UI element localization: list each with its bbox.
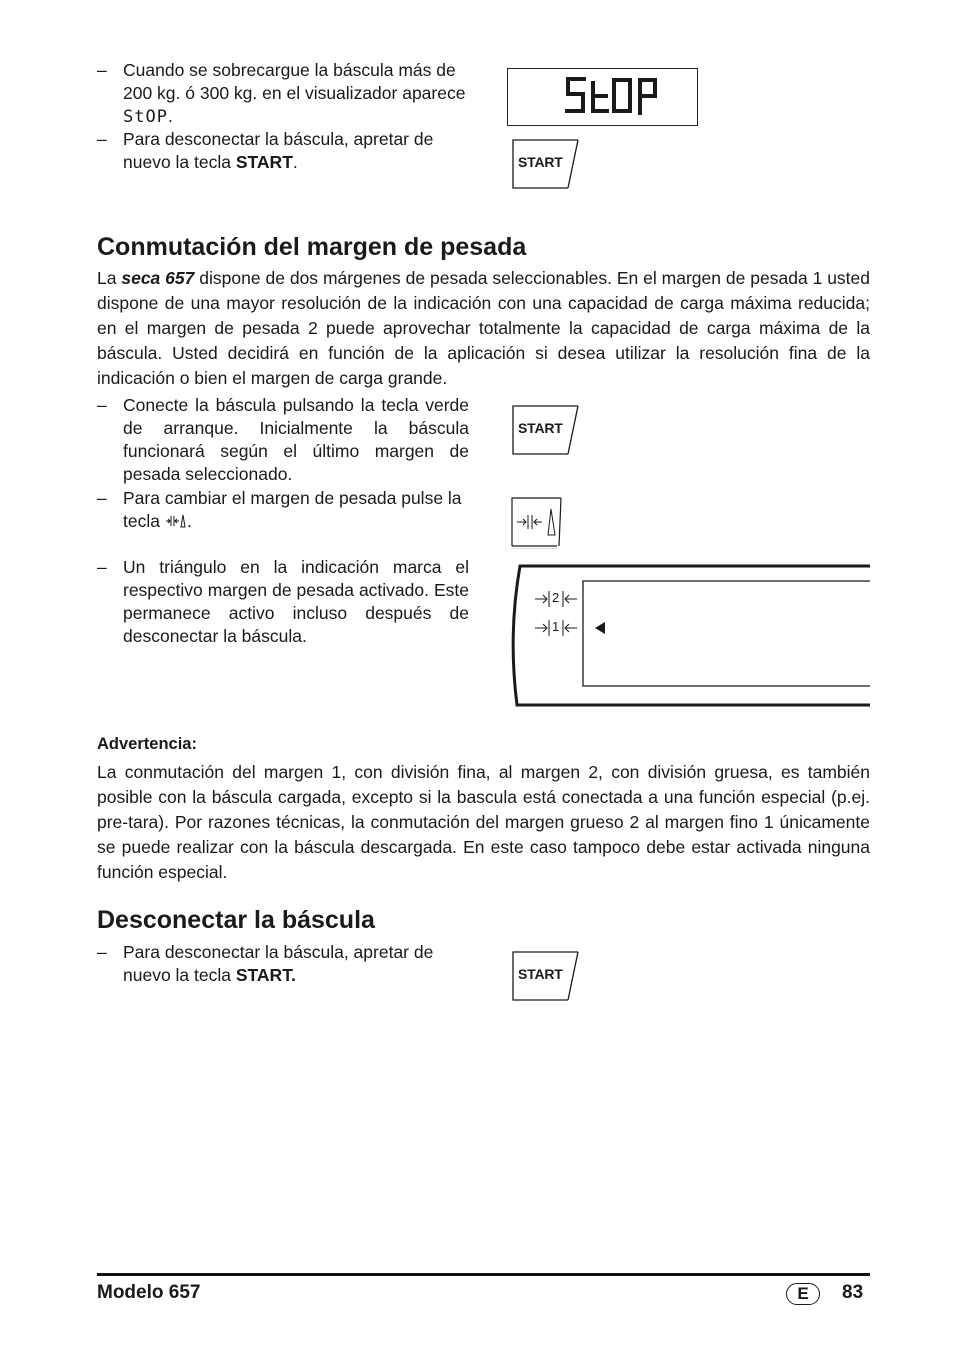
start-key-label: START (518, 154, 563, 170)
warning-text: La conmutación del margen 1, con división fina, al margen 2, con división gruesa, es también posible con la báscula cargada, excepto si la bascula está conectada a una función especial (p.ej. pre-tara). Por razones técnicas, la conmutación del margen grueso 2 al margen fino 1 únicamente se puede realizar con la báscula descargada. En este caso tampoco debe estar activada ninguna función especial. (97, 762, 870, 882)
range-2-label: 2 (552, 590, 560, 605)
footer-lang-badge: E (786, 1283, 820, 1305)
display-frame (505, 562, 871, 710)
lcd-stop-glyphs (508, 69, 696, 124)
start-key-bottom[interactable] (512, 951, 580, 1001)
warning-title: Advertencia: (97, 735, 197, 753)
range-switch-key[interactable] (511, 497, 563, 549)
range-display-panel (505, 562, 871, 710)
start-key-section1[interactable] (512, 405, 580, 455)
bullet-power-on: – Conecte la báscula pulsando la tecla verde de arranque. Inicialmente la báscula funcionará según el último margen de pesada seleccionado. (97, 395, 469, 484)
range-key-icon (165, 512, 187, 530)
active-range-triangle (595, 622, 605, 634)
range-1-label: 1 (552, 619, 560, 634)
start-key-label: START (518, 420, 563, 436)
start-key-ref: START (235, 152, 293, 172)
bullet-change-range: – Para cambiar el margen de pesada pulse la tecla . (97, 488, 462, 531)
bullet-triangle: – Un triángulo en la indicación marca el respectivo margen de pesada activado. Este permanece activo incluso después de desconectar la báscula. (97, 557, 469, 646)
footer-rule (97, 1273, 870, 1276)
start-key-ref: START. (235, 965, 296, 985)
lcd-stop-display (507, 68, 698, 126)
bullet-disconnect-bottom: – Para desconectar la báscula, apretar de nuevo la tecla START. (97, 942, 434, 985)
bullet-disconnect-top: – Para desconectar la báscula, apretar de nuevo la tecla START. (97, 129, 434, 172)
footer-page-number: 83 (842, 1282, 864, 1303)
range-intro-paragraph: La seca 657 dispone de dos márgenes de pesada seleccionables. En el margen de pesada 1 usted dispone de una mayor resolución de la indicación con una capacidad de carga máxima reducida; en el margen de pesada 2 puede aprovechar totalmente la capacidad de carga máxima de la báscula. Usted decidirá en función de la aplicación si desea utilizar la resolución fina de la indicación o bien el margen de carga grande. (97, 268, 870, 388)
range-switch-key-outline (511, 497, 563, 549)
stop-symbol-inline: StOP (123, 107, 168, 127)
bullet-dash: – (97, 129, 107, 149)
start-key-top[interactable] (512, 139, 580, 189)
bullet-dash: – (97, 60, 107, 80)
section-heading-range: Conmutación del margen de pesada (97, 233, 527, 261)
section-heading-disconnect: Desconectar la báscula (97, 906, 375, 934)
footer-model: Modelo 657 (97, 1282, 201, 1303)
bullet-overload: – Cuando se sobrecargue la báscula más de 200 kg. ó 300 kg. en el visualizador aparece StOP. (97, 60, 466, 127)
brand-name: seca 657 (121, 268, 195, 288)
start-key-label: START (518, 966, 563, 982)
overload-text: Cuando se sobrecargue la báscula más de 200 kg. ó 300 kg. en el visualizador aparece (123, 60, 466, 103)
